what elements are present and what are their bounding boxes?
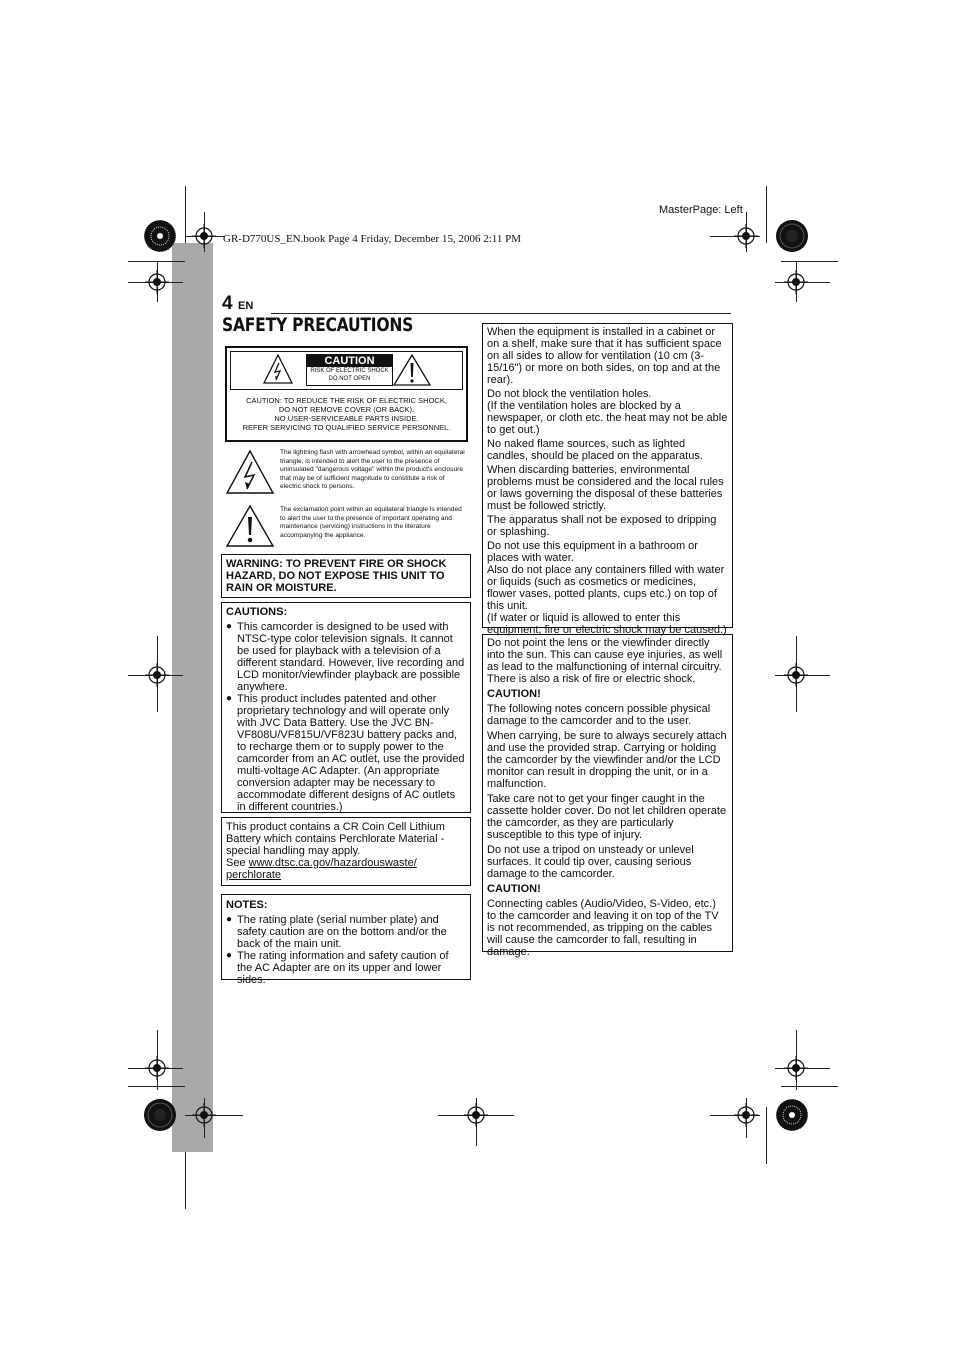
list-item-text: This camcorder is designed to be used with NTSC-type color television signals. It cannot be used for playback with a television of a different standard. However, live recording and LCD monitor/viewfinder playback are possible anywhere. <box>237 621 465 693</box>
paragraph: The following notes concern possible physical damage to the camcorder and to the user. <box>487 703 711 727</box>
list-item <box>226 950 466 986</box>
list-item-text: This product includes patented and other proprietary technology and will operate only with JVC Data Battery. Use the JVC BN-VF808U/VF815U/VF823U battery packs and, to recharge them or to supply power to the camcorder from an AC outlet, use the provided multi-voltage AC Adapter. (An appropriate conversion adapter may be necessary to accommodate different designs of AC outlets in different countries.) <box>237 693 465 813</box>
caution-text-line: NO USER-SERVICEABLE PARTS INSIDE. <box>274 414 419 423</box>
registration-target <box>734 1103 758 1127</box>
paragraph: When the equipment is installed in a cabinet or on a shelf, make sure that it has sufficient space on all sides to allow for ventilation (10 cm (3-15/16") or more on both sides, on top and at the rear). <box>487 326 722 386</box>
list-item-text: The rating plate (serial number plate) and safety caution are on the bottom and/or the back of the main unit. <box>237 914 447 950</box>
caution-label: CAUTION <box>307 355 392 367</box>
coin-cell-text: This product contains a CR Coin Cell Lithium Battery which contains Perchlorate Material - special handling may apply. <box>226 821 445 857</box>
cautions-heading: CAUTIONS: <box>226 606 288 618</box>
perchlorate-link[interactable] <box>226 857 417 881</box>
registration-target <box>145 663 169 687</box>
caution-text-line: REFER SERVICING TO QUALIFIED SERVICE PERSONNEL. <box>242 423 451 432</box>
color-bar-star <box>143 1098 177 1132</box>
list-item <box>226 621 466 693</box>
lightning-symbol-description: The lightning flash with arrowhead symbol, within an equilateral triangle, is intended to alert the user to the presence of uninsulated "dangerous voltage" within the product's enclosure that may be of sufficient magnitude to constitute a risk of electric shock to persons. <box>280 449 465 490</box>
cautions-list <box>226 621 466 813</box>
caution-label-header <box>230 351 463 390</box>
caution-risk-text <box>307 367 392 383</box>
link-line: perchlorate <box>226 869 282 881</box>
page-gutter <box>172 243 213 1152</box>
bullet-icon: ● <box>226 693 233 704</box>
caution-heading: CAUTION! <box>487 688 541 700</box>
color-bar-star <box>775 219 809 253</box>
caution-text <box>230 396 463 432</box>
page-number: 4 <box>222 293 233 314</box>
paragraph: When discarding batteries, environmental problems must be considered and the local rules or laws governing the disposal of these batteries must be followed strictly. <box>487 464 724 512</box>
warning-box <box>221 554 471 598</box>
paragraph: Do not point the lens or the viewfinder directly into the sun. This can cause eye injuries, as well as lead to the malfunctioning of internal circuitry. There is also a risk of fire or electric shock. <box>487 637 723 685</box>
registration-target <box>192 1103 216 1127</box>
exclamation-triangle-icon <box>393 354 431 386</box>
paragraph: No naked flame sources, such as lighted candles, should be placed on the apparatus. <box>487 438 703 462</box>
caution-text-line: CAUTION: TO REDUCE THE RISK OF ELECTRIC SHOCK, <box>246 396 447 405</box>
link-line: www.dtsc.ca.gov/hazardouswaste/ <box>248 857 417 869</box>
caution-label-box <box>225 346 468 442</box>
exclamation-triangle-icon <box>225 504 275 548</box>
caution-risk-line: RISK OF ELECTRIC SHOCK <box>310 368 389 374</box>
paragraph: When carrying, be sure to always securely attach and use the provided strap. Carrying or holding the camcorder by the viewfinder and/or the LCD monitor can result in dropping the unit, or in a malfunction. <box>487 730 727 790</box>
registration-target <box>145 270 169 294</box>
paragraph: Do not block the ventilation holes. (If the ventilation holes are blocked by a newspaper, or cloth etc. the heat may not be able to get out.) <box>487 388 728 436</box>
bullet-icon: ● <box>226 914 233 925</box>
caution-risk-line: DO NOT OPEN <box>328 376 371 382</box>
lightning-triangle-icon <box>225 449 275 495</box>
notes-heading: NOTES: <box>226 899 268 911</box>
exclamation-symbol-description: The exclamation point within an equilateral triangle is intended to alert the user to the presence of important operating and maintenance (servicing) instructions in the literature accompanying the appliance. <box>280 506 462 539</box>
registration-target <box>192 224 216 248</box>
page-title: SAFETY PRECAUTIONS <box>222 314 414 336</box>
bullet-icon: ● <box>226 950 233 961</box>
registration-target <box>784 663 808 687</box>
cautions-box <box>221 602 471 813</box>
lightning-triangle-icon <box>263 354 293 384</box>
see-label: See <box>226 857 249 869</box>
list-item <box>226 693 466 813</box>
page-language: EN <box>238 300 254 312</box>
paragraph: The apparatus shall not be exposed to dripping or splashing. <box>487 514 717 538</box>
registration-target <box>784 270 808 294</box>
registration-target <box>734 224 758 248</box>
paragraph: Connecting cables (Audio/Video, S-Video, etc.) to the camcorder and leaving it on top of the TV is not recommended, as tripping on the cables will cause the camcorder to fall, resulting in damage. <box>487 898 719 958</box>
caution-text-line: DO NOT REMOVE COVER (OR BACK). <box>278 405 415 414</box>
registration-target <box>464 1103 488 1127</box>
registration-target <box>145 1056 169 1080</box>
color-bar-star <box>143 219 177 253</box>
list-item <box>226 914 466 950</box>
paragraph: Do not use this equipment in a bathroom or places with water. Also do not place any containers filled with water or liquids (such as cosmetics or medicines, flower vases, potted plants, cups etc.) on top of this unit. (If water or liquid is allowed to enter this equipment, fire or electric shock may be caused.) <box>487 540 727 636</box>
installation-precautions-box <box>482 323 733 636</box>
warning-text: WARNING: TO PREVENT FIRE OR SHOCK HAZARD, DO NOT EXPOSE THIS UNIT TO RAIN OR MOISTURE. <box>226 558 447 594</box>
caution-heading: CAUTION! <box>487 883 541 895</box>
notes-box <box>221 894 471 986</box>
usage-precautions-box <box>482 634 733 958</box>
paragraph: Take care not to get your finger caught in the cassette holder cover. Do not let children operate the camcorder, as they are particularly susceptible to this type of injury. <box>487 793 727 841</box>
coin-cell-box <box>221 817 471 886</box>
color-bar-star <box>775 1098 809 1132</box>
notes-list <box>226 914 466 986</box>
book-info-header: GR-D770US_EN.book Page 4 Friday, December 15, 2006 2:11 PM <box>223 233 521 245</box>
list-item-text: The rating information and safety caution of the AC Adapter are on its upper and lower sides. <box>237 950 449 986</box>
paragraph: Do not use a tripod on unsteady or unlevel surfaces. It could tip over, causing serious damage to the camcorder. <box>487 844 694 880</box>
caution-label-panel <box>306 354 393 386</box>
registration-target <box>784 1056 808 1080</box>
master-page-label: MasterPage: Left <box>659 204 743 216</box>
bullet-icon: ● <box>226 621 233 632</box>
